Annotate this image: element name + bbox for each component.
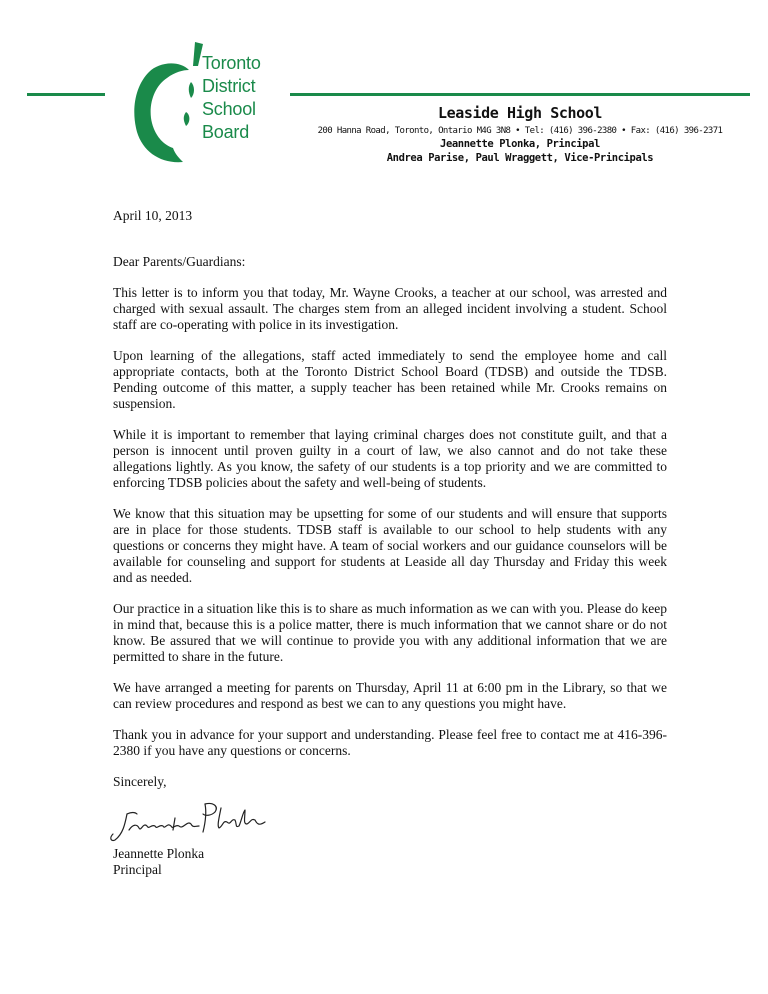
logo-text-line: District — [202, 76, 256, 96]
letter-paragraph: We know that this situation may be upsetting for some of our students and will ensure that supports are in place for those students. TDSB staff is available to our school to help students with any questions or concerns they might have. A team of social workers and our guidance counselors will be available for counseling and support for students at Leaside all day Thursday and Friday this week and as needed. — [113, 506, 667, 585]
principal-line: Jeannette Plonka, Principal — [440, 138, 600, 150]
signer-title: Principal — [113, 862, 162, 877]
letter-paragraph: This letter is to inform you that today, Mr. Wayne Crooks, a teacher at our school, was arrested and charged with sexual assault. The charges stem from an alleged incident involving a student. School staff are co-operating with police in its investigation. — [113, 285, 667, 332]
letter-paragraph: Our practice in a situation like this is to share as much information as we can with you. Please do keep in mind that, because this is a police matter, there is much information that we cannot share or do not know. Be assured that we will continue to provide you with any additional information that we are permitted to share in the future. — [113, 601, 667, 664]
letter-paragraph: Upon learning of the allegations, staff acted immediately to send the employee home and call appropriate contacts, both at the Toronto District School Board (TDSB) and outside the TDSB. Pending outcome of this matter, a supply teacher has been retained while Mr. Crooks remains on suspension. — [113, 348, 667, 411]
handwritten-signature — [105, 800, 275, 845]
header-rule-right — [290, 93, 750, 96]
logo-text-line: Toronto — [202, 53, 261, 73]
school-address: 200 Hanna Road, Toronto, Ontario M4G 3N8 • Tel: (416) 396-2380 • Fax: (416) 396-2371 — [317, 126, 723, 136]
logo-text-line: School — [202, 99, 256, 119]
header-rule-left — [27, 93, 105, 96]
signer-block — [113, 846, 204, 878]
signer-name: Jeannette Plonka — [113, 846, 205, 861]
vice-principals-line: Andrea Parise, Paul Wraggett, Vice-Principals — [386, 152, 654, 164]
apple-seed-shape — [189, 82, 194, 98]
letter-body — [113, 208, 667, 805]
apple-body-shape — [134, 63, 189, 162]
letter-paragraph: Thank you in advance for your support and understanding. Please feel free to contact me at 416-396-2380 if you have any questions or concerns. — [113, 727, 667, 758]
letter-salutation: Dear Parents/Guardians: — [113, 254, 246, 269]
apple-seed-shape — [184, 112, 190, 126]
logo-text-line: Board — [202, 122, 250, 142]
school-name: Leaside High School — [438, 104, 602, 122]
school-letterhead — [300, 104, 740, 164]
letter-closing: Sincerely, — [113, 774, 167, 789]
letter-paragraph: We have arranged a meeting for parents on Thursday, April 11 at 6:00 pm in the Library, so that we can review procedures and respond as best we can to any questions you might have. — [113, 680, 667, 711]
letter-date: April 10, 2013 — [113, 208, 193, 223]
letter-paragraph: While it is important to remember that laying criminal charges does not constitute guilt, and that a person is innocent until proven guilty in a court of law, we also cannot and do not take these allegations lightly. As you know, the safety of our students is a top priority and we are committed to enforcing TDSB policies about the safety and well-being of students. — [113, 427, 667, 490]
